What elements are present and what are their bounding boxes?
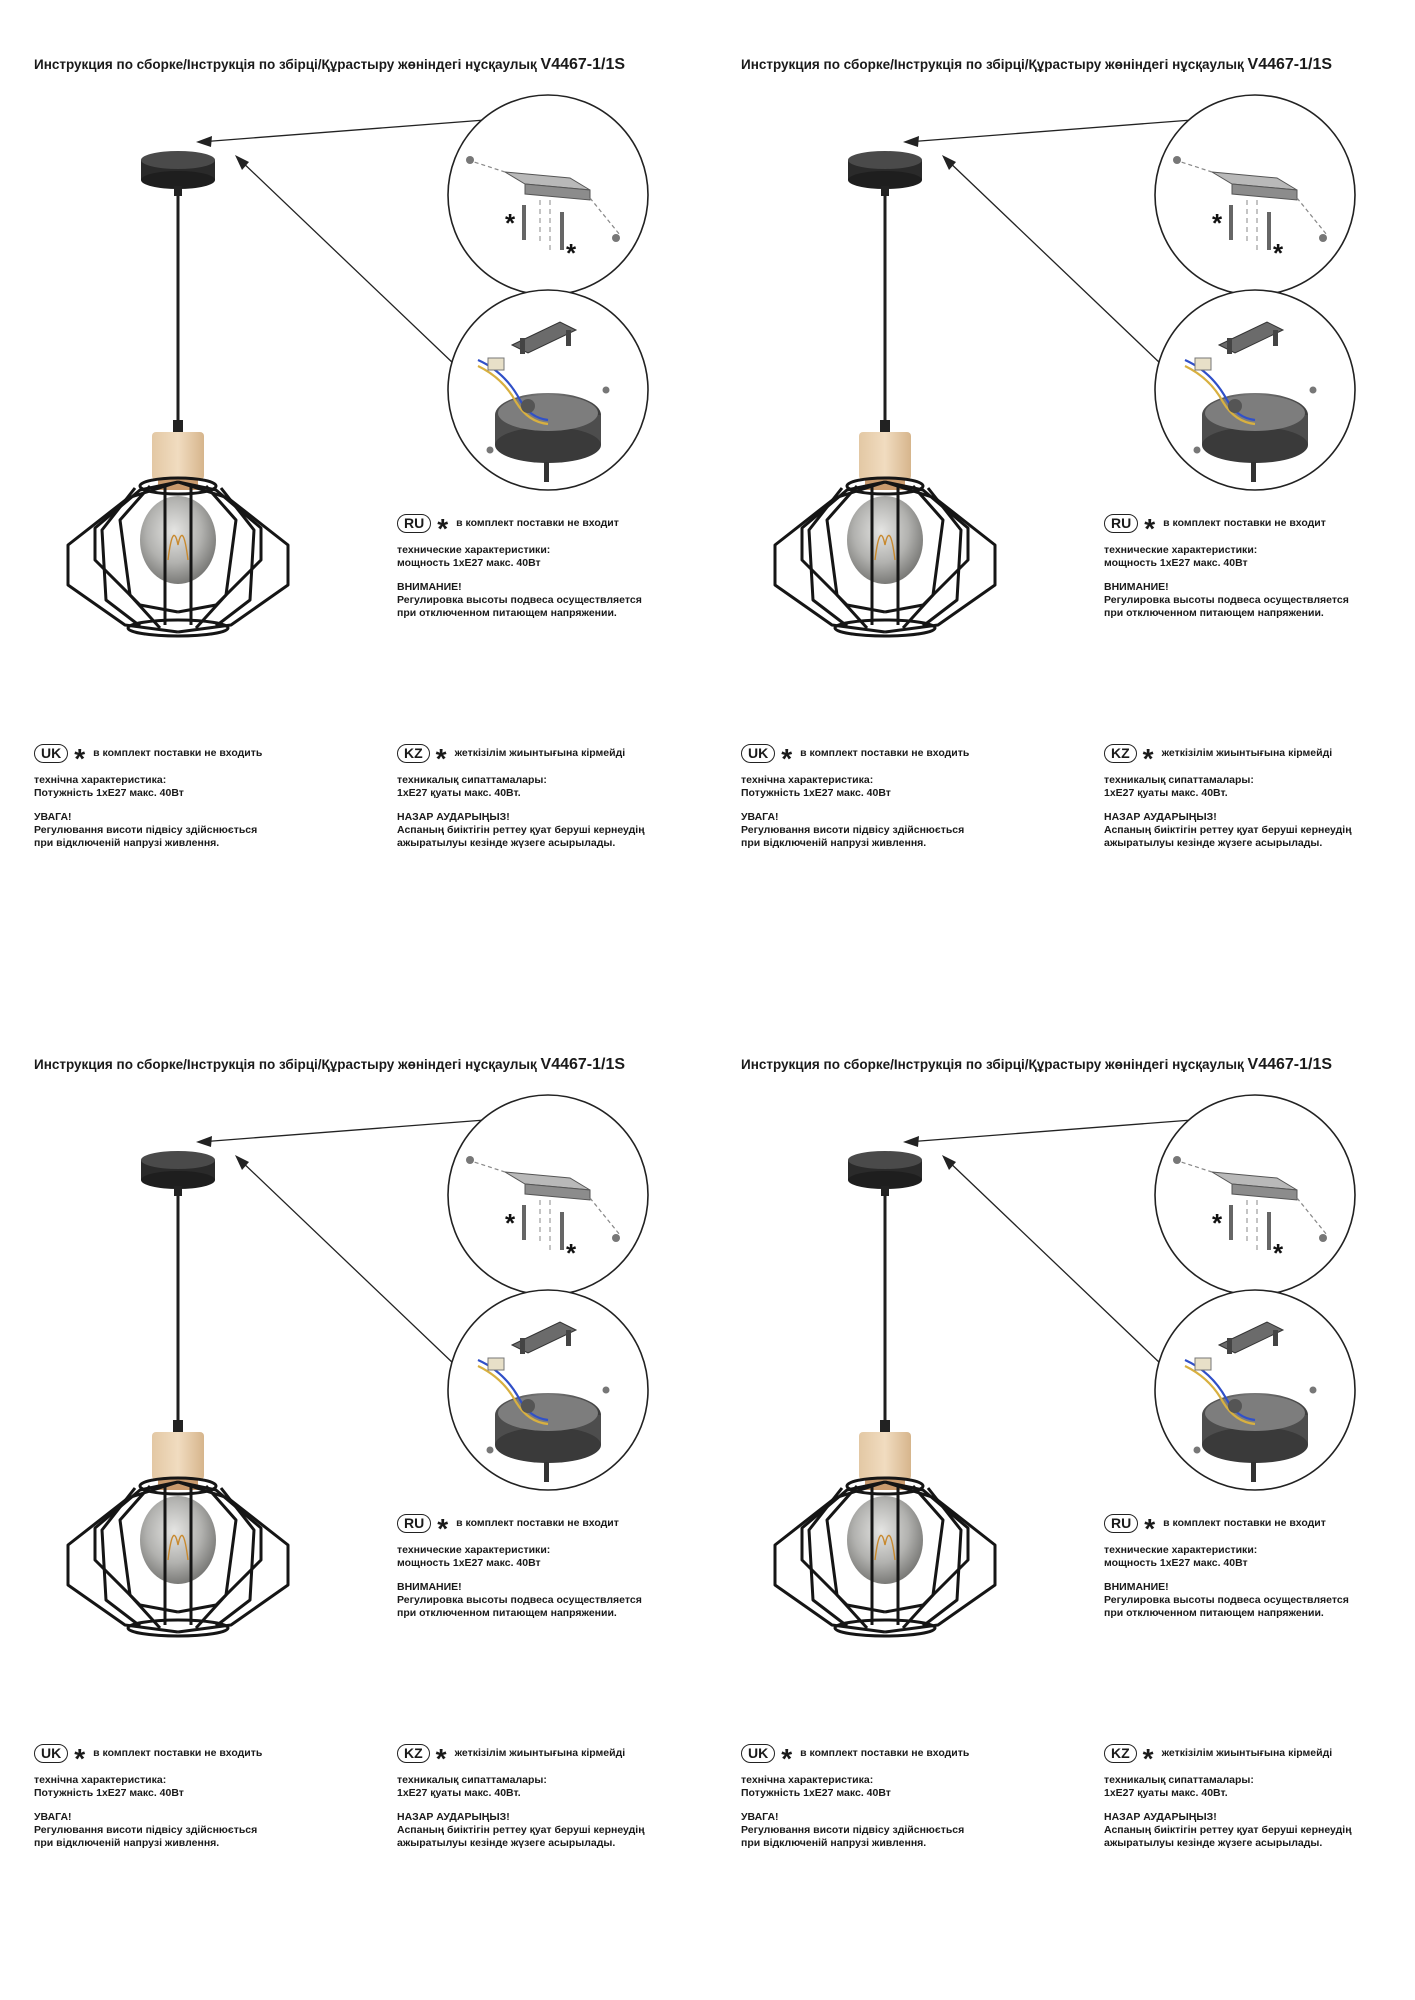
asterisk-icon: * (435, 1743, 447, 1774)
instruction-panel-2 (707, 0, 1414, 1000)
asterisk-icon: * (74, 1743, 86, 1774)
instruction-panel-3 (0, 1000, 707, 2000)
ru-block: RU * в комплект поставки не входит технические характеристики: мощность 1хЕ27 макс. 40Вт ВНИМАНИЕ! Регулировка высоты подвеса осуществляется при отключенном питающем напряжении. (1104, 513, 1349, 619)
kz-block: KZ * жеткізілім жиынтығына кірмейді техникалық сипаттамалары: 1хЕ27 қуаты макс. 40Вт. НАЗАР АУДАРЫҢЫЗ! Аспаның биіктігін реттеу қуат беруші кернеудің ажыратылуы кезінде жүзеге асырылады. (397, 1743, 645, 1849)
uk-block: UK * в комплект поставки не входить технічна характеристика: Потужність 1хЕ27 макс. 40Вт УВАГА! Регулювання висоти підвісу здійснюється при відключеній напрузі живлення. (34, 743, 263, 849)
uk-block: UK * в комплект поставки не входить технічна характеристика: Потужність 1хЕ27 макс. 40Вт УВАГА! Регулювання висоти підвісу здійснюється при відключеній напрузі живлення. (741, 743, 970, 849)
asterisk-icon: * (1144, 1513, 1156, 1544)
page-title: Инструкция по сборке/Інструкція по збірці/Құрастыру жөніндегі нұсқаулық V4467-1/1S (34, 56, 626, 73)
asterisk-icon: * (437, 1513, 449, 1544)
ru-block: RU * в комплект поставки не входит технические характеристики: мощность 1хЕ27 макс. 40Вт ВНИМАНИЕ! Регулировка высоты подвеса осуществляется при отключенном питающем напряжении. (397, 513, 642, 619)
asterisk-icon: * (435, 743, 447, 774)
asterisk-icon: * (1142, 743, 1154, 774)
page-title: Инструкция по сборке/Інструкція по збірці/Құрастыру жөніндегі нұсқаулық V4467-1/1S (741, 56, 1333, 73)
pendant-lamp-icon (707, 1000, 1414, 2000)
asterisk-icon: * (1144, 513, 1156, 544)
ru-block: RU * в комплект поставки не входит технические характеристики: мощность 1хЕ27 макс. 40Вт ВНИМАНИЕ! Регулировка высоты подвеса осуществляется при отключенном питающем напряжении. (397, 1513, 642, 1619)
kz-block: KZ * жеткізілім жиынтығына кірмейді техникалық сипаттамалары: 1хЕ27 қуаты макс. 40Вт. НАЗАР АУДАРЫҢЫЗ! Аспаның биіктігін реттеу қуат беруші кернеудің ажыратылуы кезінде жүзеге асырылады. (1104, 743, 1352, 849)
uk-block: UK * в комплект поставки не входить технічна характеристика: Потужність 1хЕ27 макс. 40Вт УВАГА! Регулювання висоти підвісу здійснюється при відключеній напрузі живлення. (34, 1743, 263, 1849)
pendant-lamp-icon (707, 0, 1414, 1000)
pendant-lamp-icon (0, 0, 707, 1000)
instruction-panel-4 (707, 1000, 1414, 2000)
page-title: Инструкция по сборке/Інструкція по збірці/Құрастыру жөніндегі нұсқаулық V4467-1/1S (34, 1056, 626, 1073)
asterisk-icon: * (1142, 1743, 1154, 1774)
asterisk-icon: * (781, 743, 793, 774)
ru-block: RU * в комплект поставки не входит технические характеристики: мощность 1хЕ27 макс. 40Вт ВНИМАНИЕ! Регулировка высоты подвеса осуществляется при отключенном питающем напряжении. (1104, 1513, 1349, 1619)
asterisk-icon: * (74, 743, 86, 774)
asterisk-icon: * (437, 513, 449, 544)
instruction-panel-1 (0, 0, 707, 1000)
page-title: Инструкция по сборке/Інструкція по збірці/Құрастыру жөніндегі нұсқаулық V4467-1/1S (741, 1056, 1333, 1073)
asterisk-icon: * (781, 1743, 793, 1774)
uk-block: UK * в комплект поставки не входить технічна характеристика: Потужність 1хЕ27 макс. 40Вт УВАГА! Регулювання висоти підвісу здійснюється при відключеній напрузі живлення. (741, 1743, 970, 1849)
kz-block: KZ * жеткізілім жиынтығына кірмейді техникалық сипаттамалары: 1хЕ27 қуаты макс. 40Вт. НАЗАР АУДАРЫҢЫЗ! Аспаның биіктігін реттеу қуат беруші кернеудің ажыратылуы кезінде жүзеге асырылады. (397, 743, 645, 849)
pendant-lamp-icon (0, 1000, 707, 2000)
kz-block: KZ * жеткізілім жиынтығына кірмейді техникалық сипаттамалары: 1хЕ27 қуаты макс. 40Вт. НАЗАР АУДАРЫҢЫЗ! Аспаның биіктігін реттеу қуат беруші кернеудің ажыратылуы кезінде жүзеге асырылады. (1104, 1743, 1352, 1849)
